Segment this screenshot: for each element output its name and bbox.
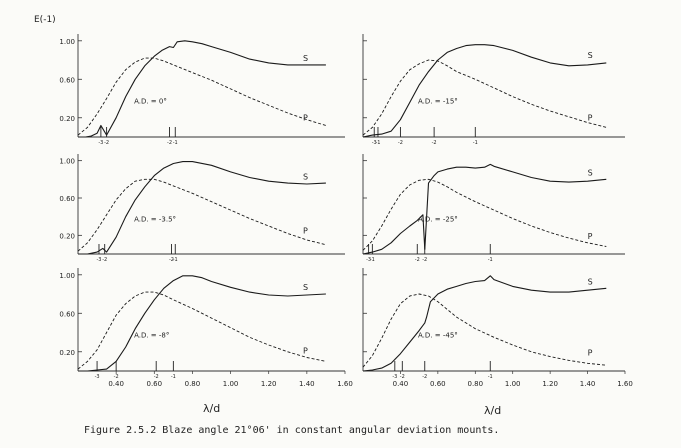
- s-polarization-curve: [363, 45, 606, 137]
- p-polarization-curve: [78, 292, 326, 369]
- y-tick-label: 0.60: [59, 310, 75, 319]
- series-label-p: P: [587, 232, 593, 242]
- x-tick-label: 1.40: [579, 380, 596, 388]
- chart-panel: [59, 34, 345, 146]
- series-label-s: S: [587, 51, 593, 61]
- order-mark-label: -2: [431, 140, 437, 146]
- x-axis-label-right: λ/d: [484, 404, 502, 417]
- s-polarization-curve: [78, 41, 326, 137]
- p-polarization-curve: [363, 179, 606, 250]
- order-mark-label: -2: [102, 257, 108, 263]
- order-mark-label: -2: [153, 374, 159, 380]
- x-tick-label: 0.60: [430, 380, 446, 388]
- x-axis-label-left: λ/d: [203, 402, 221, 415]
- order-mark-label: -3: [392, 374, 398, 380]
- x-tick-label: 1.20: [260, 380, 277, 388]
- order-mark-label: -2: [167, 140, 173, 146]
- angular-deviation-label: A.D. = -3.5°: [134, 215, 177, 224]
- y-tick-label: 1.00: [59, 157, 75, 166]
- order-mark-label: -3: [94, 374, 100, 380]
- y-tick-label: 1.00: [59, 37, 75, 46]
- order-mark-label: -2: [168, 257, 174, 263]
- series-label-s: S: [587, 168, 593, 178]
- chart-panel: [59, 268, 352, 388]
- order-mark-label: -3: [366, 257, 372, 263]
- order-mark-label: -1: [172, 140, 178, 146]
- series-label-p: P: [303, 346, 308, 356]
- y-tick-label: 0.60: [59, 195, 75, 203]
- s-polarization-curve: [78, 162, 326, 254]
- order-mark-label: -2: [113, 374, 119, 380]
- x-tick-label: 1.60: [617, 380, 633, 388]
- s-polarization-curve: [363, 276, 606, 371]
- series-label-s: S: [587, 277, 593, 287]
- p-polarization-curve: [363, 60, 606, 135]
- series-label-s: S: [303, 54, 309, 64]
- angular-deviation-label: A.D. = -15°: [418, 97, 458, 106]
- p-polarization-curve: [78, 58, 326, 135]
- series-label-p: P: [587, 348, 593, 358]
- series-label-s: S: [303, 283, 309, 293]
- angular-deviation-label: A.D. = 0°: [134, 97, 167, 106]
- x-tick-label: 1.20: [542, 380, 558, 388]
- order-mark-label: -3: [371, 140, 377, 146]
- angular-deviation-label: A.D. = -45°: [418, 331, 458, 340]
- chart-panel: [363, 34, 625, 146]
- order-mark-label: -2: [414, 257, 420, 263]
- x-tick-label: 1.00: [504, 380, 521, 388]
- order-mark-label: -2: [422, 257, 428, 263]
- angular-deviation-label: A.D. = -25°: [418, 215, 458, 224]
- series-label-p: P: [303, 226, 308, 236]
- y-tick-label: 1.00: [59, 271, 75, 280]
- order-mark-label: -3: [96, 257, 102, 263]
- order-mark-label: -1: [172, 257, 178, 263]
- order-mark-label: -2: [422, 374, 428, 380]
- p-polarization-curve: [78, 179, 326, 251]
- y-tick-label: 0.20: [59, 114, 75, 123]
- series-label-s: S: [303, 172, 309, 182]
- x-tick-label: 0.80: [184, 380, 201, 388]
- order-mark-label: -2: [397, 140, 403, 146]
- order-mark-label: -1: [472, 140, 478, 146]
- order-mark-label: -1: [487, 374, 493, 380]
- p-polarization-curve: [363, 294, 606, 367]
- s-polarization-curve: [78, 276, 326, 371]
- panels: [59, 34, 632, 388]
- x-tick-label: 0.40: [392, 380, 409, 388]
- order-mark-label: -1: [170, 374, 176, 380]
- series-label-p: P: [587, 113, 593, 123]
- figure-caption: Figure 2.5.2 Blaze angle 21°06' in constant angular deviation mounts.: [84, 425, 500, 436]
- order-mark-label: -2: [399, 374, 405, 380]
- y-axis-title: E(-1): [34, 15, 56, 25]
- x-tick-label: 1.60: [337, 380, 353, 388]
- s-polarization-curve: [363, 164, 606, 254]
- order-mark-label: -2: [104, 140, 110, 146]
- y-tick-label: 0.20: [59, 348, 75, 357]
- x-tick-label: 1.00: [222, 380, 239, 388]
- x-tick-label: 1.40: [299, 380, 315, 388]
- chart-panel: [363, 154, 625, 263]
- order-mark-label: -1: [375, 140, 381, 146]
- x-tick-label: 0.40: [108, 380, 124, 388]
- y-tick-label: 0.60: [59, 76, 75, 85]
- x-tick-label: 0.60: [146, 380, 163, 388]
- y-tick-label: 0.20: [59, 232, 75, 241]
- x-tick-label: 0.80: [467, 380, 484, 388]
- chart-panel: [363, 268, 633, 388]
- series-label-p: P: [303, 113, 308, 123]
- order-mark-label: -3: [98, 140, 104, 146]
- order-mark-label: -1: [369, 257, 375, 263]
- angular-deviation-label: A.D. = -8°: [134, 331, 170, 340]
- order-mark-label: -1: [487, 257, 493, 263]
- chart-panel: [59, 154, 345, 263]
